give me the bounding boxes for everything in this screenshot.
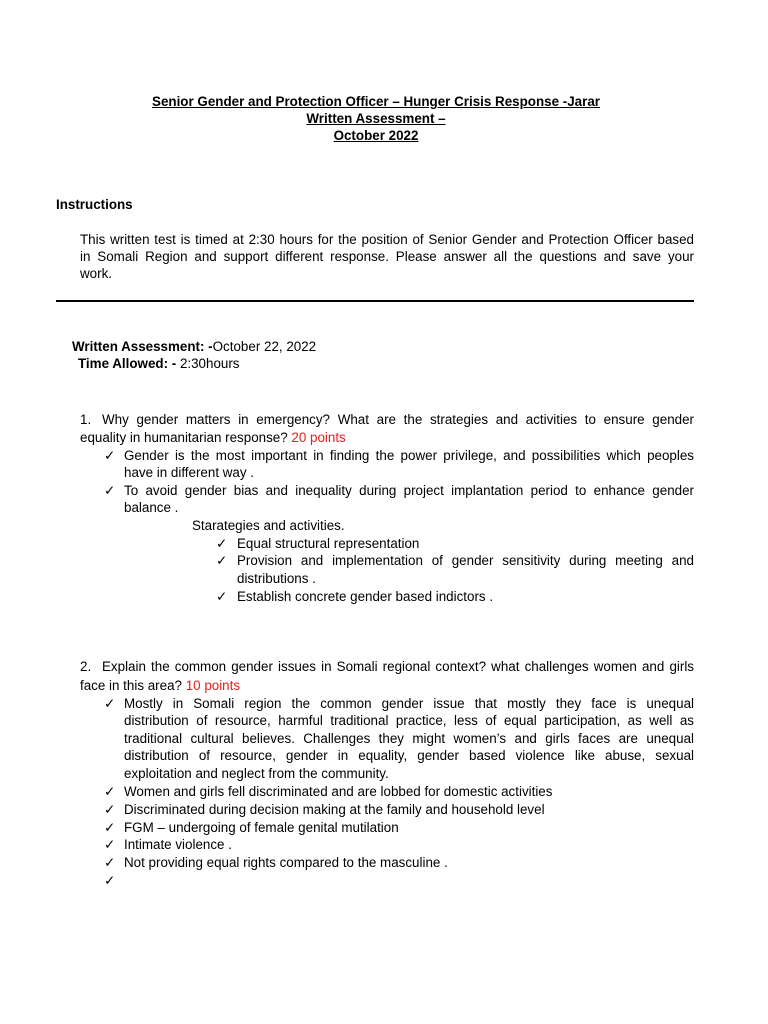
q2-line-2: face in this area? 10 points (80, 678, 241, 693)
check-icon: ✓ (104, 784, 116, 799)
q2-answer-main-line-1: Mostly in Somali region the common gender issue that mostly they face is unequal (124, 696, 694, 711)
time-value: 2:30hours (179, 356, 240, 371)
q1-number: 1. (80, 412, 92, 427)
assessment-value: October 22, 2022 (212, 339, 317, 354)
instructions-line-1: This written test is timed at 2:30 hours for the position of Senior Gender and Protection Officer based (80, 232, 694, 247)
q1-answer-1-line-2: have in different way . (124, 465, 255, 480)
q1-sub-answer-1: Equal structural representation (237, 536, 420, 551)
check-icon: ✓ (104, 696, 116, 711)
q1-answer-2-line-1: To avoid gender bias and inequality during project implantation period to enhance gender (124, 483, 694, 498)
q1-sub-heading: Starategies and activities. (192, 518, 345, 533)
q2-answer-5: Not providing equal rights compared to the masculine . (124, 855, 448, 870)
q2-points: 10 points (185, 678, 241, 693)
q2-answer-2: Discriminated during decision making at the family and household level (124, 802, 545, 817)
q1-sub-answer-2-line-1: Provision and implementation of gender sensitivity during meeting and (237, 553, 694, 568)
section-divider (56, 300, 694, 302)
q1-sub-answer-2-line-2: distributions . (237, 571, 316, 586)
check-icon: ✓ (104, 820, 116, 835)
q1-line-2: equality in humanitarian response? 20 points (80, 430, 346, 445)
q2-answer-main-line-5: exploitation and neglect from the community. (124, 766, 389, 781)
q1-answer-1-line-1: Gender is the most important in finding the power privilege, and possibilities which peoples (124, 448, 694, 463)
assessment-label: Written Assessment: - (72, 339, 213, 354)
check-icon: ✓ (104, 855, 116, 870)
time-label: Time Allowed: - (78, 356, 180, 371)
instructions-heading: Instructions (56, 197, 133, 212)
q2-answer-main-line-2: distribution of resource, harmful traditional practice, less of equal participation, as well as (124, 713, 694, 728)
q2-answer-1: Women and girls fell discriminated and are lobbed for domestic activities (124, 784, 553, 799)
check-icon: ✓ (216, 536, 228, 551)
check-icon: ✓ (104, 483, 116, 498)
instructions-line-2: in Somali Region and support different response. Please answer all the questions and save your (80, 249, 694, 264)
check-icon: ✓ (216, 553, 228, 568)
check-icon: ✓ (216, 589, 228, 604)
q2-answer-4: Intimate violence . (124, 837, 232, 852)
time-allowed-row (78, 356, 240, 371)
q1-line-1: Why gender matters in emergency? What are the strategies and activities to ensure gender (102, 412, 694, 427)
document-subtitle: Written Assessment – (306, 111, 446, 126)
q2-answer-main-line-3: traditional cultural believes. Challenges they might women’s and girls faces are unequal (124, 731, 694, 746)
assessment-date-row (72, 339, 316, 354)
q1-points: 20 points (291, 430, 346, 445)
q2-number: 2. (80, 659, 92, 674)
document-date: October 2022 (333, 128, 419, 143)
q1-sub-answer-3: Establish concrete gender based indictors . (237, 589, 494, 604)
check-icon: ✓ (104, 873, 116, 888)
q2-answer-3: FGM – undergoing of female genital mutilation (124, 820, 399, 835)
check-icon: ✓ (104, 837, 116, 852)
document-title: Senior Gender and Protection Officer – Hunger Crisis Response -Jarar (152, 94, 600, 109)
instructions-line-3: work. (80, 266, 112, 281)
check-icon: ✓ (104, 448, 116, 463)
q2-line-1: Explain the common gender issues in Somali regional context? what challenges women and girls (102, 659, 694, 674)
q1-answer-2-line-2: balance . (124, 500, 179, 515)
q2-answer-main-line-4: distribution of resource, gender in equality, gender based violence like abuse, sexual (124, 748, 694, 763)
check-icon: ✓ (104, 802, 116, 817)
